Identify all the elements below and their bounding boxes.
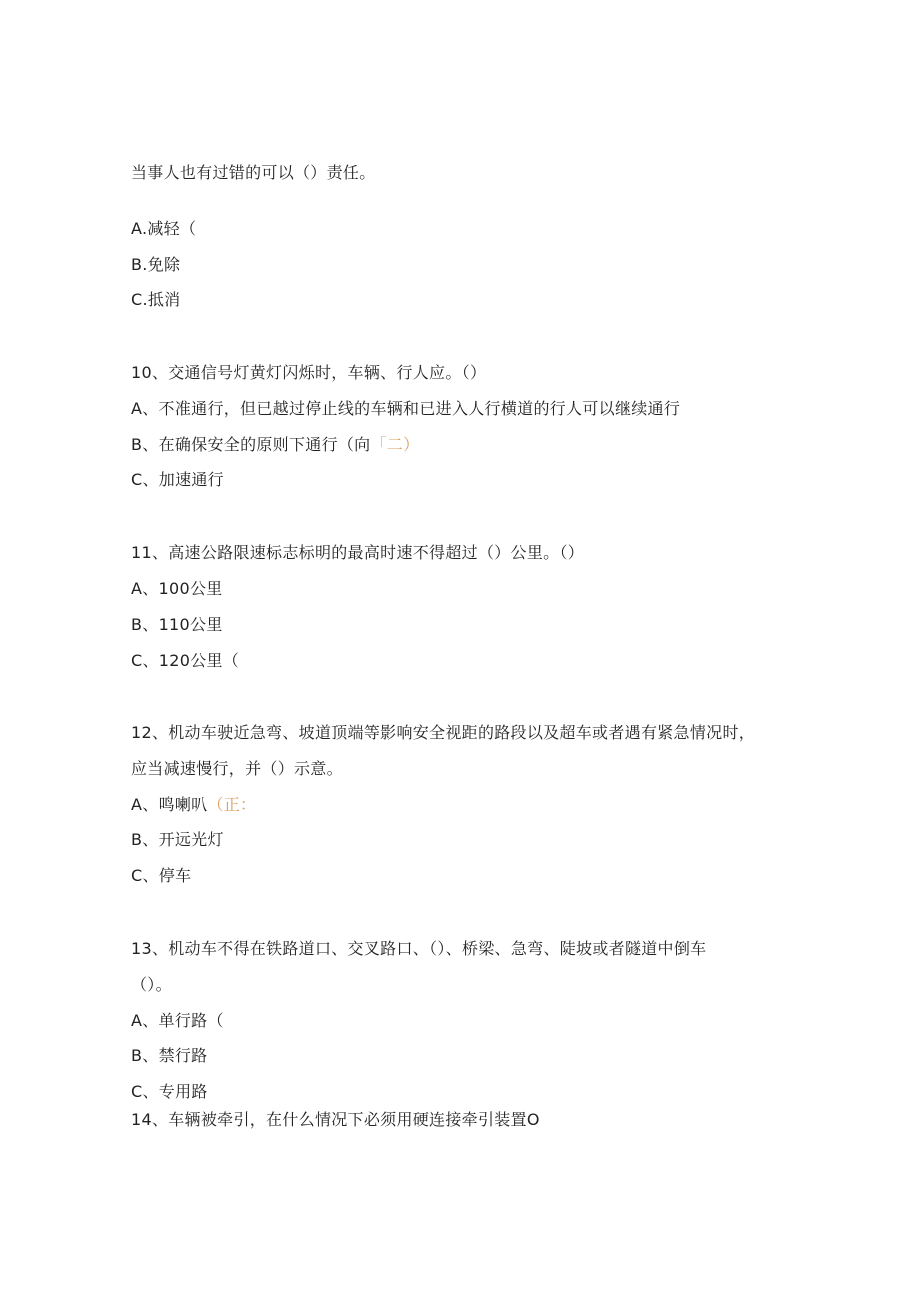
question-9-option-c: C.抵消 <box>131 290 181 309</box>
question-11-stem: 11、高速公路限速标志标明的最高时速不得超过（）公里。（） <box>131 543 585 562</box>
question-11-option-a: A、100公里 <box>131 579 223 598</box>
question-13-option-b: B、禁行路 <box>131 1046 208 1065</box>
question-14-stem: 14、车辆被牵引，在什么情况下必须用硬连接牵引装置O <box>131 1110 540 1129</box>
question-9-option-b: B.免除 <box>131 255 181 274</box>
question-12-stem-line-1: 12、机动车驶近急弯、坡道顶端等影响安全视距的路段以及超车或者遇有紧急情况时， <box>131 723 756 742</box>
question-13-option-c: C、专用路 <box>131 1082 208 1101</box>
question-10-option-b-text: B、在确保安全的原则下通行（向 <box>131 435 371 454</box>
question-12-option-a-text: A、鸣喇叭 <box>131 795 208 814</box>
question-12-option-b: B、开远光灯 <box>131 830 224 849</box>
question-12-option-a <box>131 795 256 815</box>
question-9-stem: 当事人也有过错的可以（）责任。 <box>131 163 376 182</box>
question-9-option-a: A.减轻（ <box>131 219 197 238</box>
question-11-option-b: B、110公里 <box>131 615 223 634</box>
question-10-answer-mark: 「二） <box>370 435 420 454</box>
question-12-answer-mark: （正： <box>207 795 257 814</box>
question-10-stem: 10、交通信号灯黄灯闪烁时，车辆、行人应。（） <box>131 363 487 382</box>
question-11-option-c: C、120公里（ <box>131 651 240 670</box>
question-10-option-a: A、不准通行，但已越过停止线的车辆和已进入人行横道的行人可以继续通行 <box>131 399 681 418</box>
question-13-stem-line-2: （）。 <box>131 975 172 994</box>
question-13-stem-line-1: 13、机动车不得在铁路道口、交叉路口、（）、桥梁、急弯、陡坡或者隧道中倒车 <box>131 939 707 958</box>
question-13-option-a: A、单行路（ <box>131 1011 224 1030</box>
question-12-stem-line-2: 应当减速慢行，并（）示意。 <box>131 759 343 778</box>
question-10-option-b <box>131 435 419 455</box>
question-10-option-c: C、加速通行 <box>131 470 224 489</box>
question-12-option-c: C、停车 <box>131 866 192 885</box>
